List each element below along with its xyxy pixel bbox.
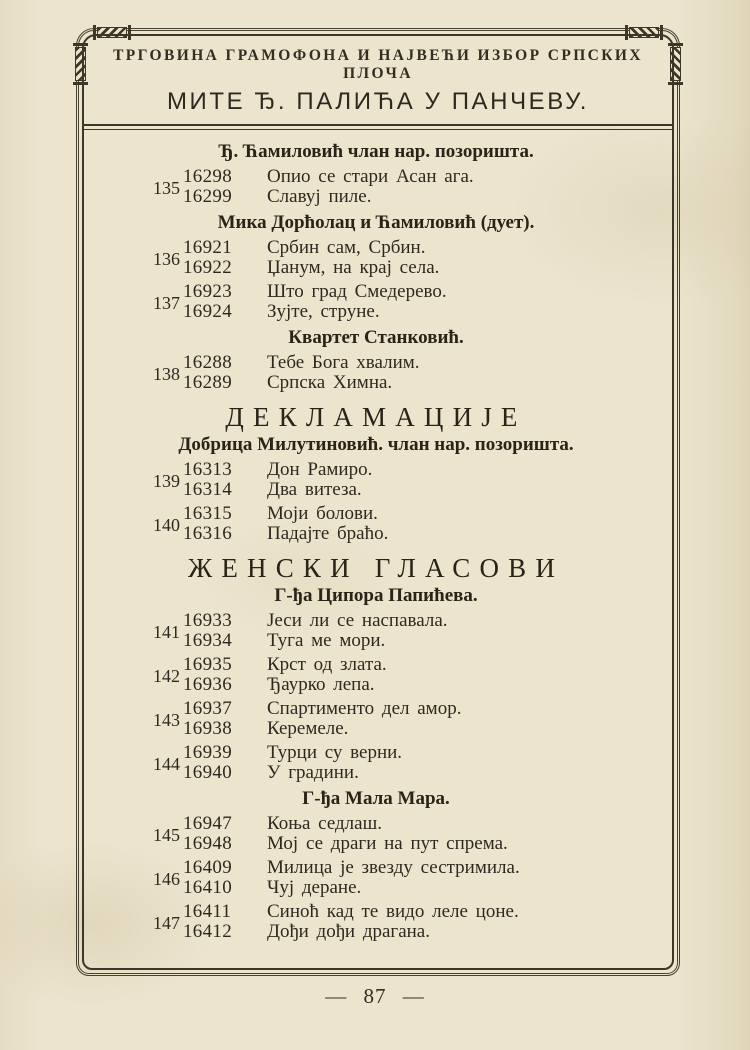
- record-catalog-number: 16315: [183, 503, 232, 524]
- record-row: [183, 238, 654, 258]
- record-row: [183, 655, 654, 675]
- shop-header: [84, 36, 672, 130]
- record-catalog-number: 16934: [183, 629, 232, 651]
- record-catalog-number: 16921: [183, 237, 232, 258]
- record-title: Моји болови.: [267, 503, 378, 524]
- record-row: [183, 282, 654, 302]
- record-group: [98, 655, 654, 694]
- record-title: Керемеле.: [267, 717, 349, 739]
- shop-name: МИТЕ Ђ. ПАЛИЋА У ПАНЧЕВУ.: [166, 88, 590, 115]
- group-number: 139: [153, 471, 180, 491]
- record-group: [98, 504, 654, 543]
- record-title: Туга ме мори.: [267, 629, 386, 651]
- record-catalog-number: 16933: [183, 610, 232, 631]
- record-section: [98, 212, 654, 321]
- record-catalog-number: 16409: [183, 857, 232, 878]
- record-title: Опио се стари Асан ага.: [267, 166, 474, 187]
- record-catalog-number: 16411: [183, 901, 232, 922]
- record-group: [98, 814, 654, 853]
- section-heading: Г-ђа Мала Мара.: [302, 788, 450, 809]
- record-section: [98, 141, 654, 206]
- record-title: Крст од злата.: [267, 654, 387, 675]
- record-rows: [183, 858, 654, 897]
- group-number: 141: [153, 622, 180, 642]
- record-list: [84, 130, 672, 941]
- record-title: Дођи дођи драгана.: [267, 920, 430, 942]
- record-title: Дон Рамиро.: [267, 459, 373, 480]
- record-section: [98, 402, 654, 543]
- record-section: [98, 553, 654, 782]
- record-title: Чуј деране.: [267, 876, 362, 898]
- record-group: [98, 611, 654, 650]
- record-row: [183, 858, 654, 878]
- record-catalog-number: 16922: [183, 256, 232, 278]
- inner-border: [82, 34, 674, 970]
- record-catalog-number: 16314: [183, 478, 232, 500]
- record-rows: [183, 814, 654, 853]
- record-row: [183, 922, 654, 942]
- section-heading: ЖЕНСКИ ГЛАСОВИ: [187, 553, 565, 583]
- record-title: Мој се драги на пут спрема.: [267, 832, 508, 854]
- record-group: [98, 858, 654, 897]
- record-title: Јеси ли се наспавала.: [267, 610, 448, 631]
- record-catalog-number: 16938: [183, 717, 232, 739]
- record-row: [183, 814, 654, 834]
- record-row: [183, 834, 654, 854]
- record-row: [183, 902, 654, 922]
- record-title: Спартименто дел амор.: [267, 698, 462, 719]
- record-title: Тебе Бога хвалим.: [267, 352, 420, 373]
- group-number: 146: [153, 869, 180, 889]
- decorative-border: [76, 28, 680, 976]
- record-row: [183, 763, 654, 783]
- record-rows: [183, 902, 654, 941]
- record-catalog-number: 16316: [183, 522, 232, 544]
- record-catalog-number: 16299: [183, 185, 232, 207]
- record-catalog-number: 16936: [183, 673, 232, 695]
- record-rows: [183, 238, 654, 277]
- section-subheading: Добрица Милутиновић. члан нар. позоришта.: [178, 434, 574, 455]
- record-catalog-number: 16410: [183, 876, 232, 898]
- record-title: Милица је звезду сестримила.: [267, 857, 520, 878]
- record-row: [183, 524, 654, 544]
- record-group: [98, 460, 654, 499]
- record-row: [183, 504, 654, 524]
- group-number: 143: [153, 710, 180, 730]
- record-row: [183, 611, 654, 631]
- record-group: [98, 238, 654, 277]
- group-number: 140: [153, 515, 180, 535]
- record-title: Синоћ кад те видо леле цоне.: [267, 901, 519, 922]
- record-catalog-number: 16948: [183, 832, 232, 854]
- group-number: 137: [153, 293, 180, 313]
- record-title: Што град Смедерево.: [267, 281, 447, 302]
- page-number: — 87 —: [325, 984, 425, 1008]
- record-catalog-number: 16289: [183, 371, 232, 393]
- record-row: [183, 167, 654, 187]
- record-row: [183, 878, 654, 898]
- record-catalog-number: 16937: [183, 698, 232, 719]
- record-title: Џанум, на крај села.: [267, 256, 440, 278]
- record-title: Турци су верни.: [267, 742, 403, 763]
- section-heading: ДЕКЛАМАЦИЈЕ: [225, 402, 527, 432]
- record-rows: [183, 460, 654, 499]
- record-rows: [183, 167, 654, 206]
- record-group: [98, 167, 654, 206]
- group-number: 138: [153, 364, 180, 384]
- section-heading: Мика Дорћолац и Ћамиловић (дует).: [217, 212, 535, 233]
- record-rows: [183, 699, 654, 738]
- record-row: [183, 480, 654, 500]
- record-title: Ђаурко лепа.: [267, 673, 375, 695]
- record-row: [183, 719, 654, 739]
- record-title: Два витеза.: [267, 478, 362, 500]
- record-row: [183, 258, 654, 278]
- record-catalog-number: 16412: [183, 920, 232, 942]
- group-number: 142: [153, 666, 180, 686]
- group-number: 144: [153, 754, 180, 774]
- record-catalog-number: 16288: [183, 352, 232, 373]
- record-row: [183, 699, 654, 719]
- record-rows: [183, 353, 654, 392]
- record-row: [183, 631, 654, 651]
- record-row: [183, 187, 654, 207]
- group-number: 136: [153, 249, 180, 269]
- record-title: Зујте, струне.: [267, 300, 380, 322]
- section-heading: Ђ. Ћамиловић члан нар. позоришта.: [218, 141, 534, 162]
- record-title: Падајте браћо.: [267, 522, 389, 544]
- record-row: [183, 460, 654, 480]
- record-section: [98, 327, 654, 392]
- record-row: [183, 302, 654, 322]
- record-row: [183, 353, 654, 373]
- record-title: Славуј пиле.: [267, 185, 372, 207]
- record-rows: [183, 282, 654, 321]
- record-catalog-number: 16313: [183, 459, 232, 480]
- record-row: [183, 743, 654, 763]
- record-catalog-number: 16940: [183, 761, 232, 783]
- record-section: [98, 788, 654, 941]
- record-catalog-number: 16923: [183, 281, 232, 302]
- record-catalog-number: 16298: [183, 166, 232, 187]
- record-title: Коња седлаш.: [267, 813, 382, 834]
- record-group: [98, 743, 654, 782]
- record-row: [183, 373, 654, 393]
- record-title: Српска Химна.: [267, 371, 393, 393]
- record-title: Србин сам, Србин.: [267, 237, 426, 258]
- record-group: [98, 699, 654, 738]
- record-catalog-number: 16947: [183, 813, 232, 834]
- record-title: У градини.: [267, 761, 359, 783]
- record-rows: [183, 504, 654, 543]
- shop-tagline: ТРГОВИНА ГРАМОФОНА И НАЈВЕЋИ ИЗБОР СРПСКИХ ПЛОЧА: [113, 47, 643, 82]
- section-heading: Квартет Станковић.: [288, 327, 464, 348]
- section-subheading: Г-ђа Ципора Папићева.: [274, 585, 478, 606]
- group-number: 135: [153, 178, 180, 198]
- record-catalog-number: 16935: [183, 654, 232, 675]
- record-group: [98, 902, 654, 941]
- group-number: 147: [153, 913, 180, 933]
- record-row: [183, 675, 654, 695]
- record-catalog-number: 16924: [183, 300, 232, 322]
- record-rows: [183, 611, 654, 650]
- record-catalog-number: 16939: [183, 742, 232, 763]
- record-rows: [183, 655, 654, 694]
- record-group: [98, 282, 654, 321]
- record-group: [98, 353, 654, 392]
- record-rows: [183, 743, 654, 782]
- group-number: 145: [153, 825, 180, 845]
